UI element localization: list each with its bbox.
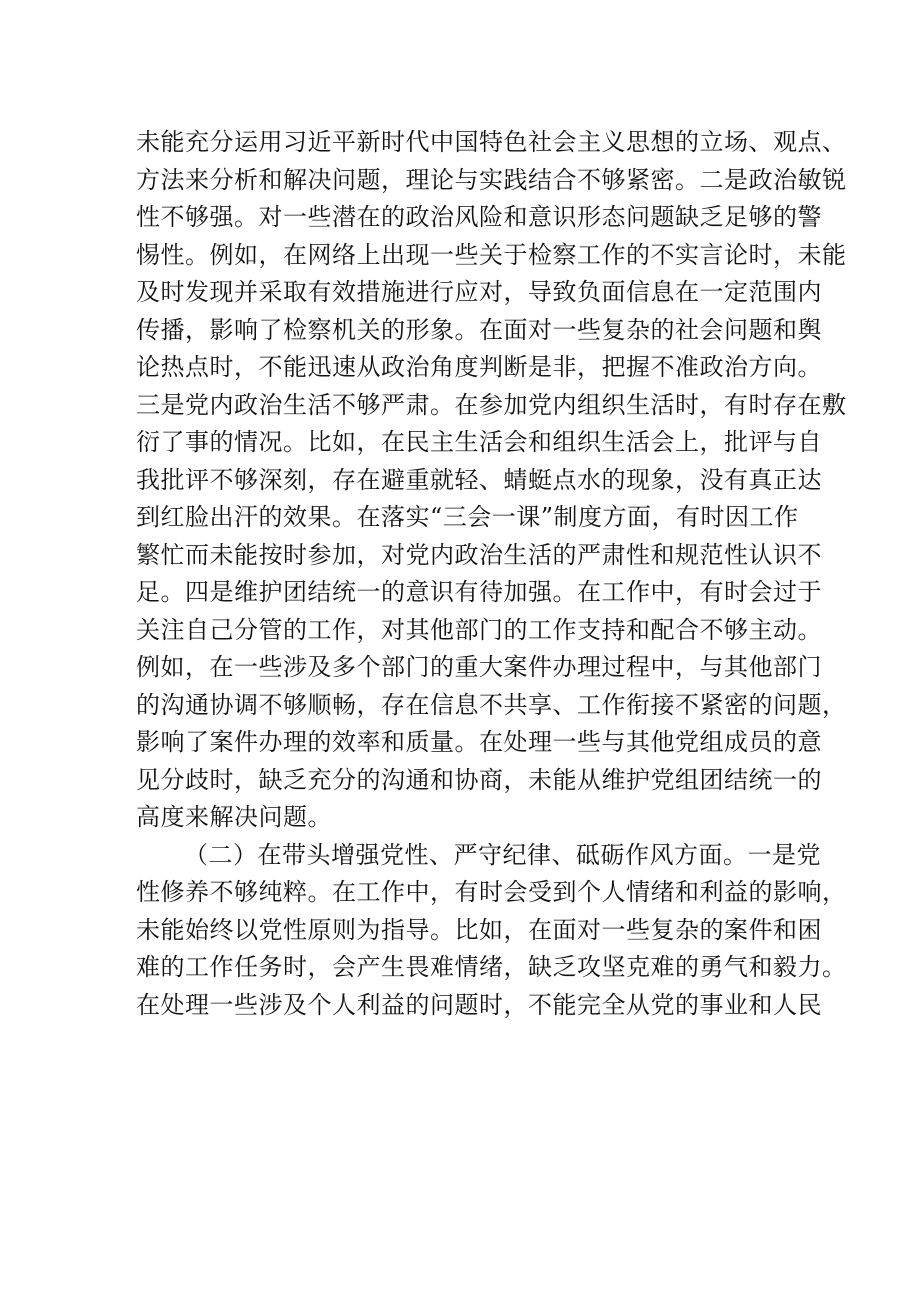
text-line: 衍了事的情况。比如，在民主生活会和组织生活会上，批评与自 <box>136 428 822 456</box>
text-line: 及时发现并采取有效措施进行应对，导致负面信息在一定范围内 <box>136 278 822 306</box>
text-line: 三是党内政治生活不够严肃。在参加党内组织生活时，有时存在敷 <box>136 390 847 419</box>
text-line: 影响了案件办理的效率和质量。在处理一些与其他党组成员的意 <box>136 728 822 756</box>
text-line: 关注自己分管的工作，对其他部门的工作支持和配合不够主动。 <box>136 615 822 644</box>
text-line: 性修养不够纯粹。在工作中，有时会受到个人情绪和利益的影响， <box>136 878 847 906</box>
text-line: 的沟通协调不够顺畅，存在信息不共享、工作衔接不紧密的问题， <box>136 690 847 719</box>
text-line: 惕性。例如，在网络上出现一些关于检察工作的不实言论时，未能 <box>136 240 847 269</box>
text-line: 例如，在一些涉及多个部门的重大案件办理过程中，与其他部门 <box>136 653 822 681</box>
text-line: 未能始终以党性原则为指导。比如，在面对一些复杂的案件和困 <box>136 915 822 944</box>
text-line: 到红脸出汗的效果。在落实“三会一课”制度方面，有时因工作 <box>136 503 799 531</box>
text-line: 论热点时，不能迅速从政治角度判断是非，把握不准政治方向。 <box>136 353 822 381</box>
text-line: 见分歧时，缺乏充分的沟通和协商，未能从维护党组团结统一的 <box>136 765 822 794</box>
text-line: 高度来解决问题。 <box>136 803 332 831</box>
text-line: 我批评不够深刻，存在避重就轻、蜻蜓点水的现象，没有真正达 <box>136 465 822 494</box>
text-line: 传播，影响了检察机关的形象。在面对一些复杂的社会问题和舆 <box>136 315 822 344</box>
text-line: 方法来分析和解决问题，理论与实践结合不够紧密。二是政治敏锐 <box>136 165 847 194</box>
text-line: 足。四是维护团结统一的意识有待加强。在工作中，有时会过于 <box>136 578 822 606</box>
text-line: 繁忙而未能按时参加，对党内政治生活的严肃性和规范性认识不 <box>136 540 822 569</box>
text-line: （二）在带头增强党性、严守纪律、砥砺作风方面。一是党 <box>184 840 821 869</box>
text-line: 性不够强。对一些潜在的政治风险和意识形态问题缺乏足够的警 <box>136 203 822 231</box>
paragraph-2 <box>136 837 847 1025</box>
text-line: 在处理一些涉及个人利益的问题时，不能完全从党的事业和人民 <box>136 990 822 1019</box>
document-body <box>136 124 847 1024</box>
text-line: 未能充分运用习近平新时代中国特色社会主义思想的立场、观点、 <box>136 128 847 156</box>
paragraph-1 <box>136 124 847 837</box>
text-line: 难的工作任务时，会产生畏难情绪，缺乏攻坚克难的勇气和毅力。 <box>136 953 847 981</box>
